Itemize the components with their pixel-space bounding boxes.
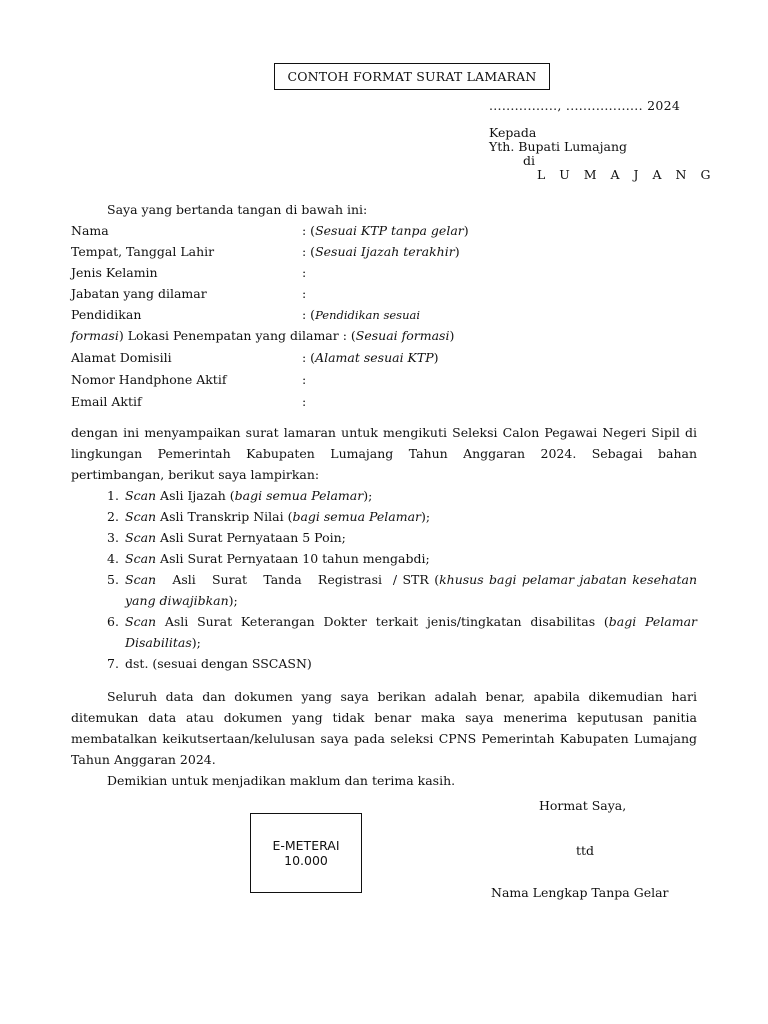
field-label-email: Email Aktif (71, 394, 142, 409)
closing-paragraph-block (71, 686, 697, 791)
attachment-item: 6. Scan Asli Surat Keterangan Dokter terkait jenis/tingkatan disabilitas (bagi Pelamar Disabilitas); (107, 614, 697, 650)
field-label-jenis-kelamin: Jenis Kelamin (71, 265, 158, 280)
letter-title: CONTOH FORMAT SURAT LAMARAN (287, 69, 537, 84)
field-colon-hp: : (302, 372, 307, 387)
date-line: ................, .................. 2024 (489, 98, 681, 113)
signature-greeting: Hormat Saya, (539, 798, 627, 813)
intro-line: Saya yang bertanda tangan di bawah ini: (107, 202, 368, 217)
field-label-ttl: Tempat, Tanggal Lahir (71, 244, 215, 259)
signature-ttd: ttd (576, 843, 595, 858)
field-formasi-lokasi-line: formasi) Lokasi Penempatan yang dilamar : (Sesuai formasi) (71, 328, 455, 343)
field-label-nama: Nama (71, 223, 109, 238)
meterai-line2: 10.000 (284, 853, 328, 868)
field-colon-email: : (302, 394, 307, 409)
attachment-item: 2. Scan Asli Transkrip Nilai (bagi semua Pelamar); (107, 509, 431, 524)
attachment-item: 7. dst. (sesuai dengan SSCASN) (107, 656, 312, 671)
closing-line: Demikian untuk menjadikan maklum dan terima kasih. (107, 773, 456, 788)
attachment-item: 5. Scan Asli Surat Tanda Registrasi / STR (khusus bagi pelamar jabatan kesehatan yang diwajibkan); (107, 572, 701, 608)
field-value-nama: : (Sesuai KTP tanpa gelar) (302, 223, 469, 238)
field-value-alamat: : (Alamat sesuai KTP) (302, 350, 439, 365)
field-label-hp: Nomor Handphone Aktif (71, 372, 227, 387)
recipient-di: di (523, 153, 535, 168)
attachment-list (107, 485, 701, 674)
letter-title-box (274, 63, 550, 90)
attachment-item: 3. Scan Asli Surat Pernyataan 5 Poin; (107, 530, 346, 545)
field-colon-jabatan: : (302, 286, 307, 301)
field-label-pendidikan: Pendidikan (71, 307, 142, 322)
field-label-alamat: Alamat Domisili (71, 350, 172, 365)
signature-name: Nama Lengkap Tanpa Gelar (491, 885, 669, 900)
field-label-jabatan: Jabatan yang dilamar (71, 286, 207, 301)
attachment-item: 1. Scan Asli Ijazah (bagi semua Pelamar); (107, 488, 373, 503)
field-colon-jenis-kelamin: : (302, 265, 307, 280)
recipient-yth: Yth. Bupati Lumajang (489, 139, 627, 154)
recipient-kepada: Kepada (489, 125, 537, 140)
body-paragraph-block (71, 422, 697, 485)
e-meterai-stamp-box (250, 813, 362, 893)
body-paragraph: dengan ini menyampaikan surat lamaran untuk mengikuti Seleksi Calon Pegawai Negeri Sipil di lingkungan Pemerintah Kabupaten Lumajang Tahun Anggaran 2024. Sebagai bahan pertimbangan, berikut saya lampirkan: (71, 425, 697, 482)
closing-paragraph: Seluruh data dan dokumen yang saya berikan adalah benar, apabila dikemudian hari ditemukan data atau dokumen yang tidak benar maka saya menerima keputusan panitia membatalkan keikutsertaan/kelulusan saya pada seleksi CPNS Pemerintah Kabupaten Lumajang Tahun Anggaran 2024. (71, 689, 697, 767)
meterai-line1: E-METERAI (272, 838, 340, 853)
field-value-ttl: : (Sesuai Ijazah terakhir) (302, 244, 460, 259)
attachment-item: 4. Scan Asli Surat Pernyataan 10 tahun mengabdi; (107, 551, 430, 566)
field-value-pendidikan: : (Pendidikan sesuai (302, 307, 421, 322)
recipient-city: L U M A J A N G (537, 167, 716, 182)
